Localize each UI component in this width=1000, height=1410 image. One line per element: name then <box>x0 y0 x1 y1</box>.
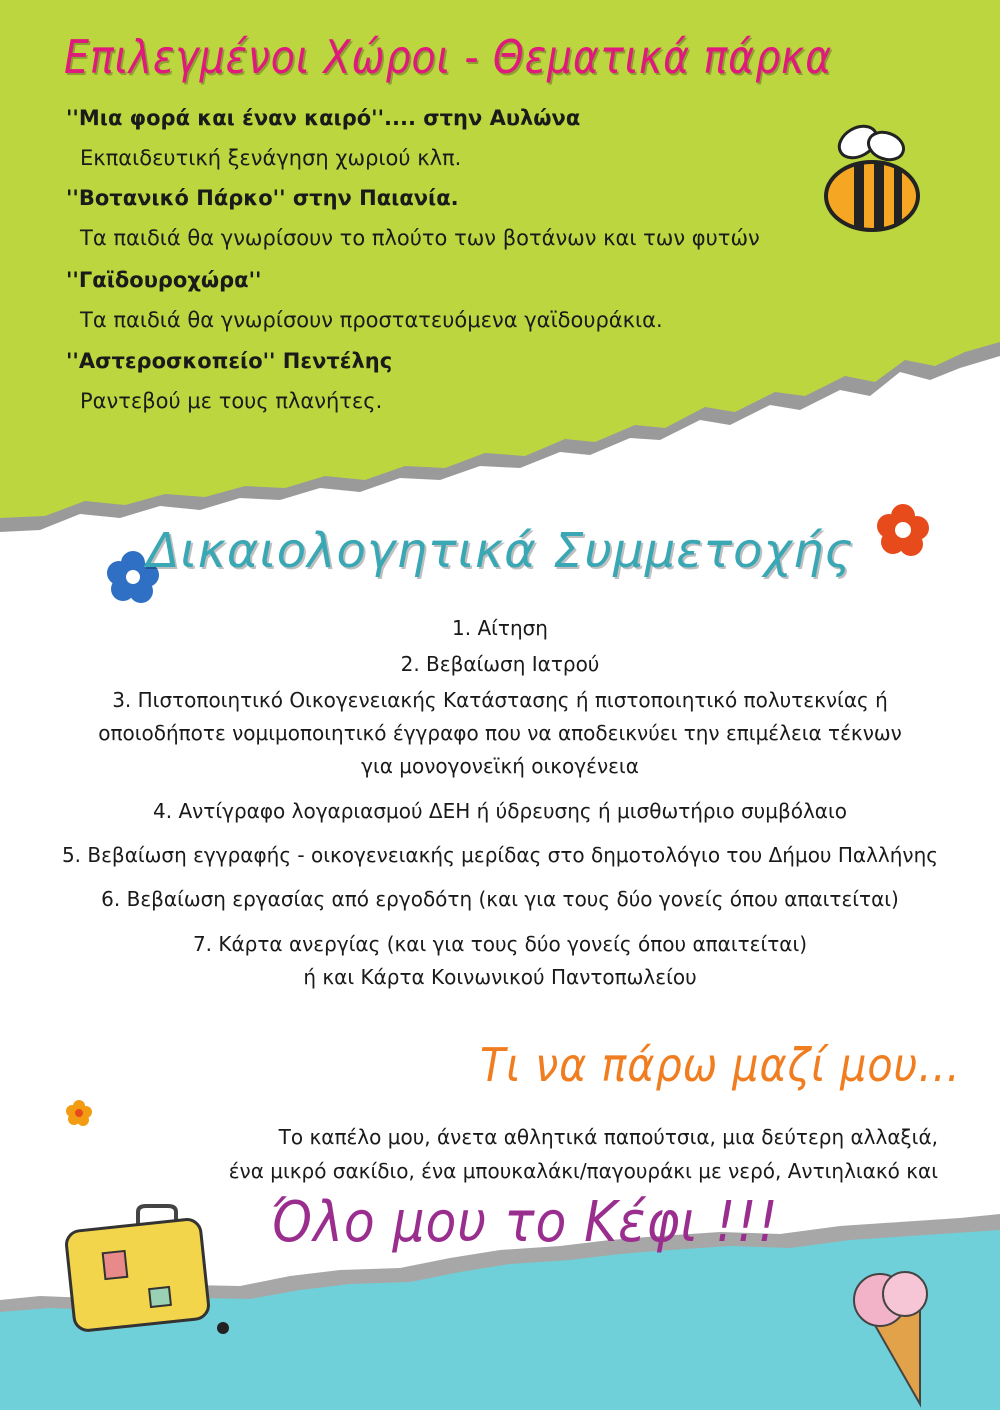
requirement-item <box>0 928 1000 994</box>
place-name: ''Μια φορά και έναν καιρό''.... στην Αυλώνα <box>66 106 581 130</box>
suitcase-icon <box>65 1206 210 1332</box>
place-item <box>66 268 663 332</box>
requirement-item <box>0 684 1000 783</box>
requirement-line: 5. Βεβαίωση εγγραφής - οικογενειακής μερίδας στο δημοτολόγιο του Δήμου Παλλήνης <box>61 843 939 867</box>
requirement-line: 2. Βεβαίωση Ιατρού <box>400 652 600 676</box>
requirement-line: 7. Κάρτα ανεργίας (και για τους δύο γονείς όπου απαιτείται) <box>192 932 808 956</box>
place-name: ''Γαϊδουροχώρα'' <box>66 268 262 292</box>
requirement-item <box>0 839 1000 872</box>
requirement-line: 1. Αίτηση <box>452 616 548 640</box>
requirement-item <box>0 883 1000 916</box>
requirement-line: για μονογονεϊκή οικογένεια <box>361 754 639 778</box>
closing-slogan: Όλο μου το Κέφι !!! <box>270 1190 779 1255</box>
place-description: Ραντεβού με τους πλανήτες. <box>80 389 383 413</box>
place-name: ''Αστεροσκοπείο'' Πεντέλης <box>66 349 393 373</box>
requirement-line: 6. Βεβαίωση εργασίας από εργοδότη (και για τους δύο γονείς όπου απαιτείται) <box>101 887 899 911</box>
section-title-places: Επιλεγμένοι Χώροι - Θεματικά πάρκα <box>64 30 833 84</box>
requirement-line: οποιοδήποτε νομιμοποιητικό έγγραφο που να αποδεικνύει την επιμέλεια τέκνων <box>98 721 902 745</box>
place-description: Τα παιδιά θα γνωρίσουν προστατευόμενα γαϊδουράκια. <box>80 308 663 332</box>
place-item <box>66 106 580 170</box>
requirement-item <box>0 612 1000 645</box>
place-item <box>66 186 760 250</box>
place-description: Τα παιδιά θα γνωρίσουν το πλούτο των βοτάνων και των φυτών <box>80 226 760 250</box>
requirement-line: ή και Κάρτα Κοινωνικού Παντοπωλείου <box>303 965 697 989</box>
section-title-what-to-bring: Τι να πάρω μαζί μου... <box>480 1038 961 1092</box>
requirement-line: 4. Αντίγραφο λογαριασμού ΔΕΗ ή ύδρευσης ή μισθωτήριο συμβόλαιο <box>153 799 847 823</box>
requirement-item <box>0 648 1000 681</box>
requirement-item <box>0 795 1000 828</box>
requirement-line: 3. Πιστοποιητικό Οικογενειακής Κατάστασης ή πιστοποιητικό πολυτεκνίας ή <box>112 688 888 712</box>
bug-icon <box>217 1322 229 1334</box>
place-description: Εκπαιδευτική ξενάγηση χωριού κλπ. <box>80 146 462 170</box>
what-to-bring-text <box>38 1120 938 1188</box>
bring-line: ένα μικρό σακίδιο, ένα μπουκαλάκι/παγουράκι με νερό, Αντιηλιακό και <box>228 1159 938 1183</box>
bring-line: Το καπέλο μου, άνετα αθλητικά παπούτσια, μια δεύτερη αλλαξιά, <box>278 1125 938 1149</box>
place-item <box>66 349 392 413</box>
place-name: ''Βοτανικό Πάρκο'' στην Παιανία. <box>66 186 459 210</box>
section-title-requirements: Δικαιολογητικά Συμμετοχής <box>146 523 854 579</box>
